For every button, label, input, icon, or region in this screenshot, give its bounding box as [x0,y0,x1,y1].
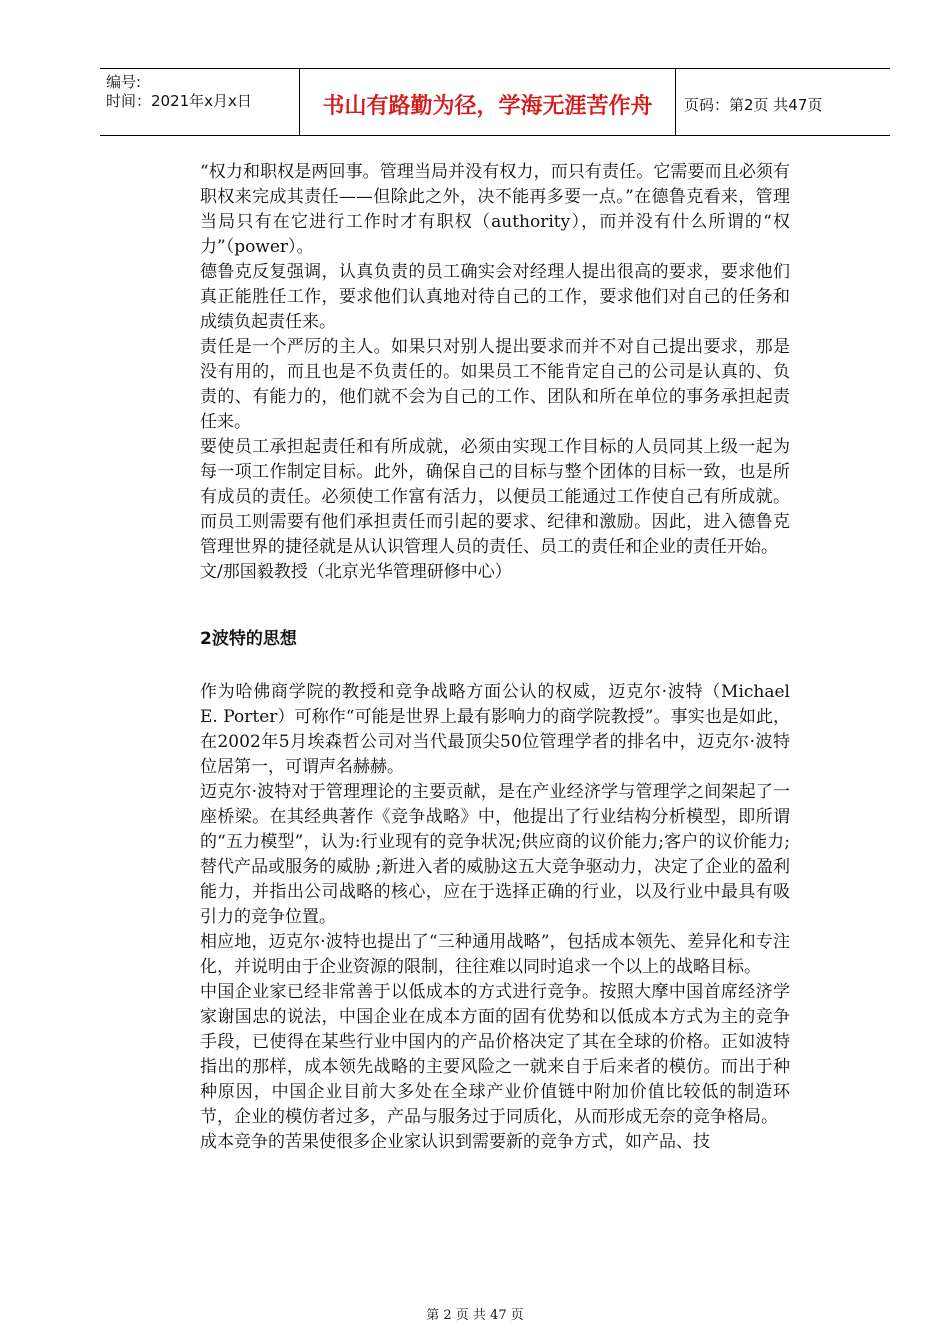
paragraph: 中国企业家已经非常善于以低成本的方式进行竞争。按照大摩中国首席经济学家谢国忠的说法，中国企业在成本方面的固有优势和以低成本方式为主的竞争手段，已使得在某些行业中国内的产品价格决定了其在全球的价格。正如波特指出的那样，成本领先战略的主要风险之一就来自于后来者的模仿。而出于种种原因，中国企业目前大多处在全球产业价值链中附加价值比较低的制造环节，企业的模仿者过多，产品与服务过于同质化，从而形成无奈的竞争格局。 [200,982,790,1127]
paragraph: “权力和职权是两回事。管理当局并没有权力，而只有责任。它需要而且必须有职权来完成其责任——但除此之外，决不能再多要一点。”在德鲁克看来，管理当局只有在它进行工作时才有职权（authority），而并没有什么所谓的“权力”（power）。 [200,162,790,257]
header-page-info: 页码：第2页 共47页 [684,95,823,114]
paragraph: 迈克尔·波特对于管理理论的主要贡献，是在产业经济学与管理学之间架起了一座桥梁。在其经典著作《竞争战略》中，他提出了行业结构分析模型，即所谓的“五力模型”，认为:行业现有的竞争状况;供应商的议价能力;客户的议价能力;替代产品或服务的威胁 ;新进入者的威胁这五大竞争驱动力，决定了企业的盈利能力，并指出公司战略的核心，应在于选择正确的行业，以及行业中最具有吸引力的竞争位置。 [200,782,790,927]
author-attribution: 文/那国毅教授（北京光华管理研修中心） [200,562,512,582]
paragraph: 成本竞争的苦果使很多企业家认识到需要新的竞争方式，如产品、技 [200,1132,710,1152]
doc-number-label: 编号: [106,73,142,91]
page-header [100,68,890,136]
paragraph: 作为哈佛商学院的教授和竞争战略方面公认的权威，迈克尔·波特（Michael E. Porter）可称作“可能是世界上最有影响力的商学院教授”。事实也是如此，在2002年5月埃森哲公司对当代最顶尖50位管理学者的排名中，迈克尔·波特位居第一，可谓声名赫赫。 [200,682,790,777]
paragraph: 德鲁克反复强调，认真负责的员工确实会对经理人提出很高的要求，要求他们真正能胜任工作，要求他们认真地对待自己的工作，要求他们对自己的任务和成绩负起责任来。 [200,262,790,332]
paragraph: 要使员工承担起责任和有所成就，必须由实现工作目标的人员同其上级一起为每一项工作制定目标。此外，确保自己的目标与整个团体的目标一致，也是所有成员的责任。必须使工作富有活力，以便员工能通过工作使自己有所成就。而员工则需要有他们承担责任而引起的要求、纪律和激励。因此，进入德鲁克管理世界的捷径就是从认识管理人员的责任、员工的责任和企业的责任开始。 [200,437,790,557]
header-meta [100,69,300,135]
page-footer: 第 2 页 共 47 页 [426,1308,524,1323]
paragraph: 责任是一个严厉的主人。如果只对别人提出要求而并不对自己提出要求，那是没有用的，而且也是不负责任的。如果员工不能肯定自己的公司是认真的、负责的、有能力的，他们就不会为自己的工作、团队和所在单位的事务承担起责任来。 [200,337,790,432]
doc-date-label: 时间：2021年x月x日 [106,92,252,110]
section-title: 2波特的思想 [200,629,297,649]
header-motto: 书山有路勤为径，学海无涯苦作舟 [300,69,676,135]
document-body [200,160,790,1155]
paragraph: 相应地，迈克尔·波特也提出了“三种通用战略”，包括成本领先、差异化和专注化，并说明由于企业资源的限制，往往难以同时追求一个以上的战略目标。 [200,932,790,977]
